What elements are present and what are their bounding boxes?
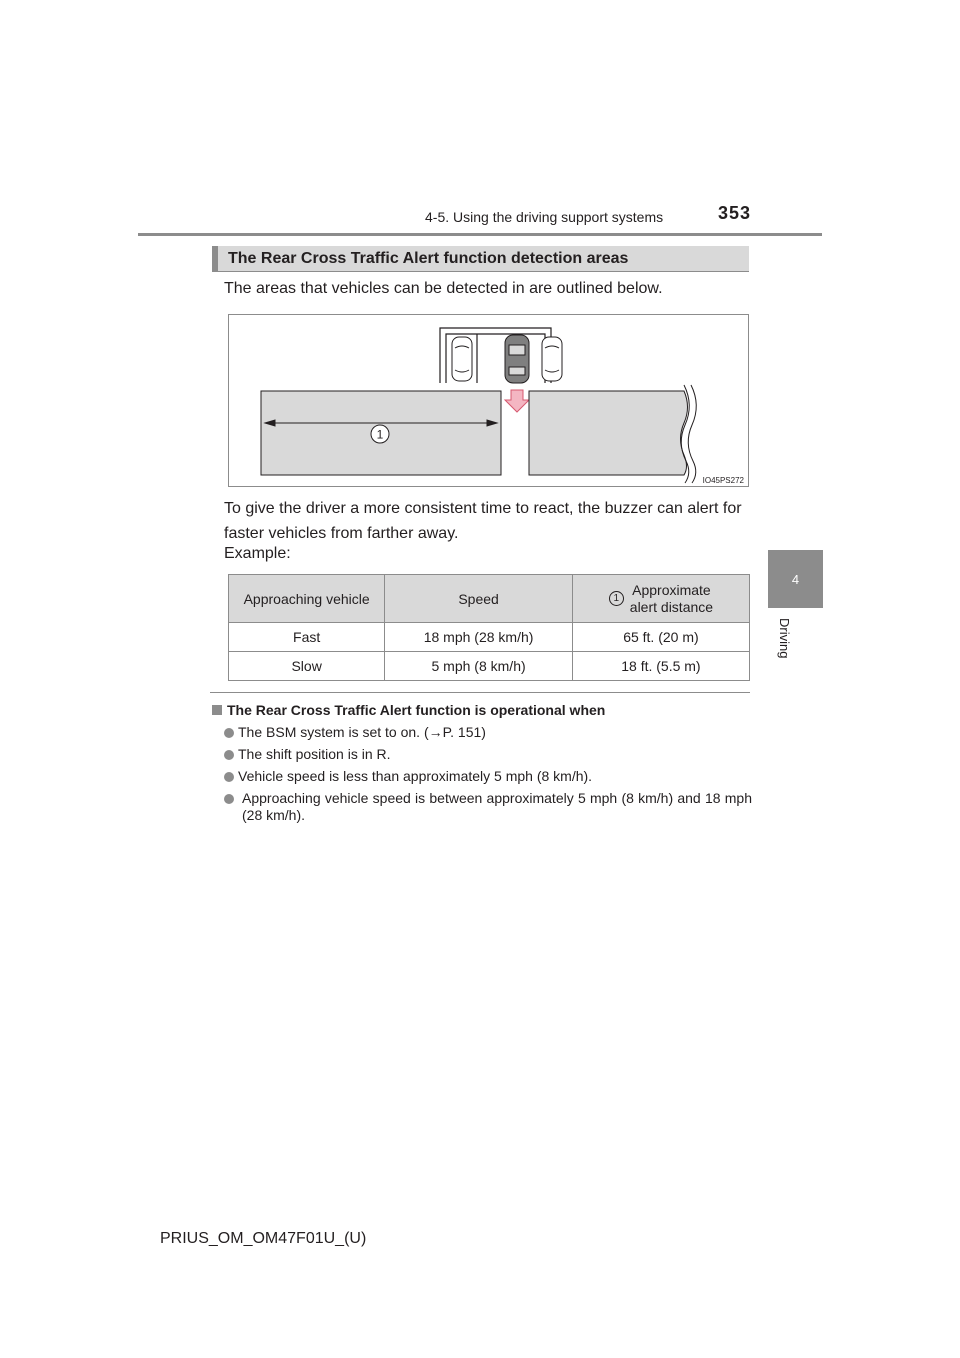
figure-code: IO45PS272: [702, 476, 744, 485]
bullet-icon: [224, 728, 234, 738]
own-vehicle-icon: [505, 335, 529, 383]
detection-area-right: [529, 391, 688, 475]
table-header-row: [229, 575, 750, 623]
chapter-tab: 4: [768, 550, 823, 608]
cell-speed: 5 mph (8 km/h): [385, 652, 573, 681]
parked-car-right-icon: [542, 337, 562, 381]
header-approximate: Approximate: [632, 581, 711, 598]
section-divider: [210, 692, 750, 693]
reverse-direction-arrow-icon: [505, 390, 529, 412]
header-alert-distance: [572, 575, 749, 623]
bullet-icon: [224, 750, 234, 760]
detection-area-diagram: [229, 315, 748, 486]
example-label: Example:: [224, 545, 291, 562]
header-alert-distance-line: alert distance: [629, 598, 714, 615]
cell-speed: 18 mph (28 km/h): [385, 623, 573, 652]
bullet-icon: [224, 772, 234, 782]
list-item: The shift position is in R.: [224, 746, 752, 763]
header-approaching-vehicle: Approaching vehicle: [229, 575, 385, 623]
parked-car-left-icon: [452, 337, 472, 381]
document-footer-code: PRIUS_OM_OM47F01U_(U): [160, 1230, 367, 1247]
table-row: [229, 623, 750, 652]
header-section-title: 4-5. Using the driving support systems: [425, 209, 664, 225]
bullet-icon: [224, 794, 234, 804]
cell-distance: 18 ft. (5.5 m): [572, 652, 749, 681]
operational-title: The Rear Cross Traffic Alert function is operational when: [227, 702, 606, 718]
alert-distance-table: [228, 574, 750, 681]
cell-vehicle: Slow: [229, 652, 385, 681]
square-bullet-icon: [212, 705, 222, 715]
operational-heading: [212, 702, 605, 718]
list-item: Approaching vehicle speed is between approximately 5 mph (8 km/h) and 18 mph (28 km/h).: [224, 790, 752, 824]
cell-distance: 65 ft. (20 m): [572, 623, 749, 652]
table-row: [229, 652, 750, 681]
header-rule: [138, 233, 822, 236]
page-number: 353: [718, 203, 752, 223]
list-item: Vehicle speed is less than approximately 5 mph (8 km/h).: [224, 768, 752, 785]
cell-vehicle: Fast: [229, 623, 385, 652]
callout-number: 1: [376, 427, 384, 442]
section-heading: The Rear Cross Traffic Alert function detection areas: [212, 246, 749, 272]
header-speed: Speed: [385, 575, 573, 623]
chapter-label: Driving: [777, 618, 792, 659]
list-item: The BSM system is set to on. (→P. 151): [224, 724, 752, 741]
intro-text: The areas that vehicles can be detected in are outlined below.: [224, 280, 663, 297]
reaction-paragraph: To give the driver a more consistent time to react, the buzzer can alert for faster vehicles from farther away.: [224, 500, 742, 542]
callout-number-badge: 1: [609, 591, 624, 606]
detection-area-figure: [228, 314, 749, 487]
detection-areas: [261, 385, 696, 483]
